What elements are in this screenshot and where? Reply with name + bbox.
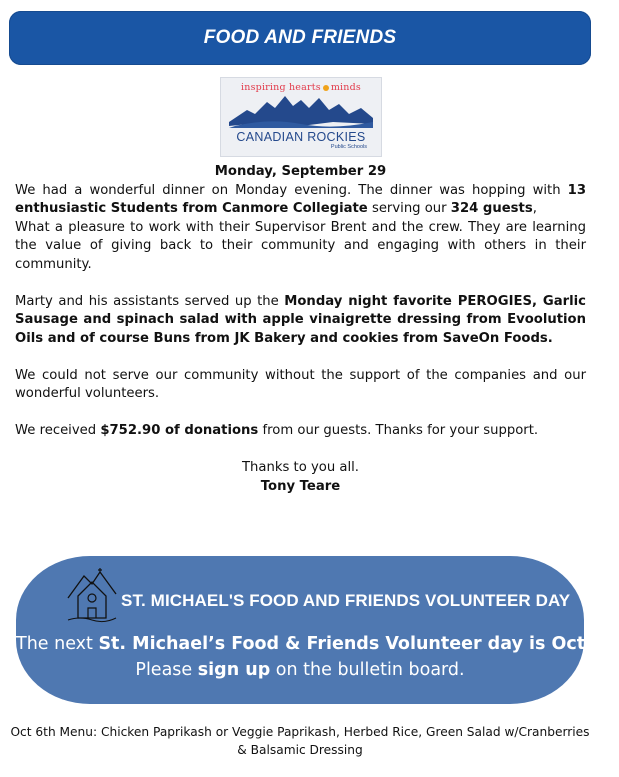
school-logo — [220, 77, 382, 157]
banner-line-2: Please sign up on the bulletin board. — [135, 660, 465, 680]
banner-title: ST. MICHAEL'S FOOD AND FRIENDS VOLUNTEER DAY — [121, 591, 571, 610]
article-date: Monday, September 29 — [214, 164, 387, 179]
logo-tagline: inspiring hearts minds — [241, 82, 361, 93]
mountains-icon — [229, 92, 373, 130]
menu-note: Oct 6th Menu: Chicken Paprikash or Veggie Paprikash, Herbed Rice, Green Salad w/Cranberries & Balsamic Dressing — [10, 725, 590, 757]
church-icon — [66, 568, 118, 622]
paragraph-3: We could not serve our community without the support of the companies and our wonderful volunteers. — [15, 367, 586, 401]
banner-line-1: The next St. Michael’s Food & Friends Volunteer day is Oct 6th. — [16, 634, 619, 654]
signature: Tony Teare — [260, 478, 341, 494]
paragraph-4: We received $752.90 of donations from our guests. Thanks for your support. — [15, 423, 539, 438]
article — [15, 163, 586, 496]
sun-icon — [323, 85, 329, 91]
logo-name: CANADIAN ROCKIES — [236, 130, 366, 144]
volunteer-banner — [16, 556, 619, 704]
page-title: FOOD AND FRIENDS — [203, 27, 397, 48]
paragraph-2: Marty and his assistants served up the Monday night favorite PEROGIES, Garlic Sausage and spinach salad with apple vinaigrette dressing from Evoolution Oils and of course Buns from JK Bakery and cookies from SaveOn Foods. — [15, 293, 586, 346]
thanks-line: Thanks to you all. — [241, 460, 359, 475]
logo-sub: Public Schools — [330, 144, 367, 150]
header-bar — [9, 11, 591, 65]
paragraph-1: We had a wonderful dinner on Monday evening. The dinner was hopping with 13 enthusiastic Students from Canmore Collegiate serving our 324 guests, What a pleasure to work with their Supervisor Brent and the crew. They are learning the value of giving back to their community and engaging with others in their community. — [15, 182, 586, 272]
